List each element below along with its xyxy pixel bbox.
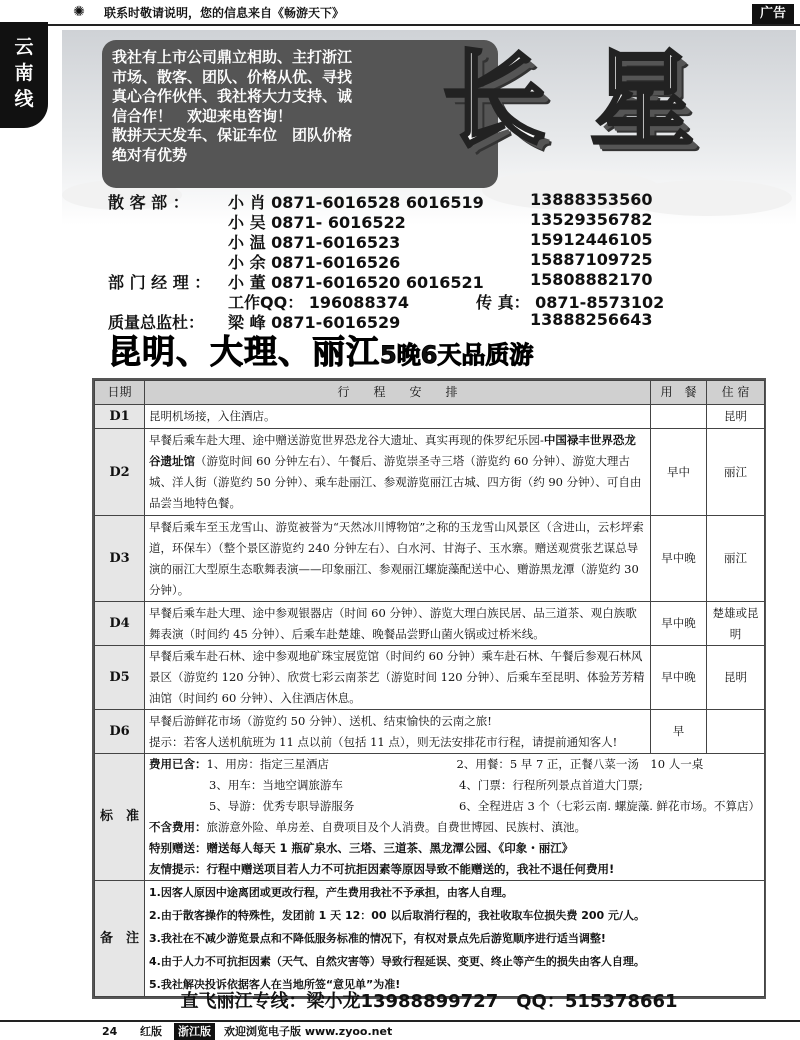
- hotel-cell: 昆明: [707, 646, 765, 710]
- contact-xiao-xiao: 小 肖 0871-6016528 6016519: [228, 193, 484, 212]
- remark-item: 2.由于散客操作的特殊性，发团前 1 天 12：00 以后取消行程的，我社收取车位损失费 200 元/人。: [149, 909, 646, 922]
- fax-number: 传 真： 0871-8573102: [476, 293, 665, 312]
- page-bar: [0, 1020, 800, 1040]
- day-cell: D2: [95, 429, 145, 516]
- tour-title: [108, 331, 533, 376]
- fee-item: 6、全程进店 3 个（七彩云南. 螺旋藻. 鲜花市场。不算店）: [458, 799, 761, 813]
- contact-xiao-wu: 小 吴 0871- 6016522: [228, 213, 406, 232]
- schedule-cell: 早餐后乘车赴大理、途中参观银器店（时间 60 分钟）、游览大理白族民居、品三道茶、观白族歌舞表演（时间约 45 分钟）、后乘车赴楚雄、晚餐品尝野山菌火锅或过桥米线。: [145, 602, 651, 646]
- schedule-cell: 早餐后乘车赴石林、途中参观地矿珠宝展览馆（时间约 60 分钟）乘车赴石林、午餐后参观石林风景区（游览约 120 分钟）、欣赏七彩云南茶艺（游览时间 120 分钟）、后乘车至昆明、体验芳芳精油馆（时间约 60 分钟）、入住酒店休息。: [145, 646, 651, 710]
- header-hotel: 住 宿: [707, 381, 765, 405]
- side-tab-char: 云: [14, 36, 34, 58]
- schedule-text: 早餐后游鲜花市场（游览约 50 分钟）、送机、结束愉快的云南之旅!: [149, 713, 492, 728]
- fee-item: 5、导游：优秀专职导游服务: [209, 799, 355, 813]
- table-header-row: [95, 381, 765, 405]
- highlight-text: 中国禄丰世界恐龙谷遗址馆: [149, 433, 636, 468]
- meal-cell: 早中: [651, 429, 707, 516]
- remarks-cell: [145, 881, 765, 997]
- standard-section: [95, 754, 765, 881]
- remark-item: 4.由于人力不可抗拒因素（天气、自然灾害等）导致行程延误、变更、终止等产生的损失由客人自理。: [149, 955, 645, 968]
- brand-logo: 长 星: [442, 39, 699, 161]
- side-tab-char: 南: [14, 62, 34, 84]
- header-date: 日期: [95, 381, 145, 405]
- tip-label: 友情提示：: [149, 862, 207, 876]
- promo-line: 散拼天天发车、保证车位 团队价格: [112, 126, 353, 144]
- schedule-cell: [145, 429, 651, 516]
- ad-tag: 广告: [752, 4, 794, 24]
- mobile-xiao-yu: 15887109725: [530, 250, 653, 269]
- mobile-xiao-wu: 13529356782: [530, 210, 653, 229]
- hotel-cell: 丽江: [707, 429, 765, 516]
- remarks-label: 备 注: [95, 881, 145, 997]
- gift-text: 赠送每人每天 1 瓶矿泉水、三塔、三道茶、黑龙潭公园、《印象・丽江》: [206, 841, 574, 855]
- promo-box: [102, 40, 498, 188]
- schedule-text: （游览时间 60 分钟左右）、午餐后、游览崇圣寺三塔（游览约 60 分钟）、游览大理古城、洋人街（游览约 50 分钟）、乘车赴丽江、参观游览丽江古城、四方街（约 90 分钟）、可自由品尝当地特色餐。: [149, 454, 642, 510]
- tour-title-sub: 5晚6天品质游: [380, 341, 534, 369]
- schedule-text: 早餐后乘车赴大理、途中赠送游览世界恐龙谷大遗址、真实再现的侏罗纪乐园-: [149, 433, 544, 447]
- agency-header: [62, 30, 796, 330]
- contact-liang-feng: 梁 峰 0871-6016529: [228, 313, 401, 332]
- contact-xiao-dong: 小 董 0871-6016520 6016521: [228, 273, 484, 292]
- table-row: [95, 646, 765, 710]
- meal-cell: [651, 405, 707, 429]
- promo-line: 绝对有优势: [112, 145, 188, 164]
- meal-cell: 早: [651, 710, 707, 754]
- source-note: 联系时敬请说明，您的信息来自《畅游天下》: [104, 6, 345, 20]
- table-row: [95, 516, 765, 602]
- promo-line: 真心合作伙伴、我社将大力支持、诚: [112, 87, 353, 105]
- mobile-xiao-dong: 15808882170: [530, 270, 653, 289]
- schedule-cell: 昆明机场接，入住酒店。: [145, 405, 651, 429]
- tour-title-main: 昆明、大理、丽江: [108, 332, 380, 371]
- day-cell: D3: [95, 516, 145, 602]
- quality-label: 质量总监杜：: [108, 313, 205, 332]
- day-cell: D6: [95, 710, 145, 754]
- schedule-cell: [145, 710, 651, 754]
- promo-line: 信合作！ 欢迎来电咨询！: [112, 106, 293, 125]
- table-row: [95, 405, 765, 429]
- hotel-cell: 丽江: [707, 516, 765, 602]
- hotel-cell: [707, 710, 765, 754]
- table-row: [95, 429, 765, 516]
- day-cell: D1: [95, 405, 145, 429]
- remark-item: 3.我社在不减少游览景点和不降低服务标准的情况下，有权对景点先后游览顺序进行适当调整!: [149, 932, 606, 945]
- hotel-cell: 昆明: [707, 405, 765, 429]
- day-cell: D4: [95, 602, 145, 646]
- table-row: [95, 602, 765, 646]
- meal-cell: 早中晚: [651, 516, 707, 602]
- edition-label: 红版: [140, 1025, 162, 1038]
- table-row: [95, 710, 765, 754]
- tip-text: 行程中赠送项目若人力不可抗拒因素等原因导致不能赠送的，我社不退任何费用!: [206, 862, 615, 876]
- top-bar: [0, 0, 800, 26]
- meal-cell: 早中晚: [651, 602, 707, 646]
- excluded-label: 不含费用：: [149, 820, 207, 834]
- mobile-xiao-wen: 15912446105: [530, 230, 653, 249]
- standard-cell: [145, 754, 765, 881]
- header-schedule: 行 程 安 排: [145, 381, 651, 405]
- schedule-cell: 早餐后乘车至玉龙雪山、游览被誉为“天然冰川博物馆”之称的玉龙雪山风景区（含进山，云杉坪索道，环保车）（整个景区游览约 240 分钟左右）、白水河、甘海子、玉水寨。赠送观赏张艺谋总导演的丽江大型原生态歌舞表演——印象丽江、参观丽江螺旋藻配送中心、赠游黑龙潭（游览约 30 分钟）。: [145, 516, 651, 602]
- meal-cell: 早中晚: [651, 646, 707, 710]
- mobile-xiao-xiao: 13888353560: [530, 190, 653, 209]
- remark-item: 1.因客人原因中途离团或更改行程，产生费用我社不予承担，由客人自理。: [149, 886, 513, 899]
- remark-item: 5.我社解决投诉依据客人在当地所签“意见单”为准!: [149, 978, 401, 991]
- fee-item: 1、用房：指定三星酒店: [206, 757, 329, 771]
- day-cell: D5: [95, 646, 145, 710]
- schedule-tip: 提示：若客人送机航班为 11 点以前（包括 11 点），则无法安排花市行程，请提前通知客人!: [149, 734, 618, 749]
- website-link[interactable]: 欢迎浏览电子版 www.zyoo.net: [224, 1025, 393, 1038]
- fee-included-label: 费用已含：: [149, 757, 207, 771]
- dept-label: 散 客 部 ：: [108, 193, 189, 212]
- contact-xiao-yu: 小 余 0871-6016526: [228, 253, 401, 272]
- side-tab-char: 线: [14, 88, 34, 110]
- gift-label: 特别赠送：: [149, 841, 207, 855]
- mobile-liang-feng: 13888256643: [530, 310, 653, 329]
- contact-xiao-wen: 小 温 0871-6016523: [228, 233, 401, 252]
- fee-item: 2、用餐：5 早 7 正，正餐八菜一汤 10 人一桌: [456, 757, 704, 771]
- sun-icon: ✺: [73, 4, 85, 20]
- remarks-section: [95, 881, 765, 997]
- standard-label: 标 准: [95, 754, 145, 881]
- route-side-tab: [0, 22, 48, 128]
- hotel-cell: 楚雄或昆明: [707, 602, 765, 646]
- itinerary-table: [92, 378, 766, 999]
- work-qq: 工作QQ： 196088374: [228, 293, 409, 312]
- promo-line: 我社有上市公司鼎立相助、主打浙江: [112, 48, 353, 66]
- fee-item: 4、门票：行程所列景点首道大门票;: [459, 778, 643, 792]
- direct-flight-contact: 直飞丽江专线：梁小龙13988899727 QQ：515378661: [180, 991, 678, 1012]
- fee-item: 3、用车：当地空调旅游车: [209, 778, 343, 792]
- header-meal: 用 餐: [651, 381, 707, 405]
- manager-label: 部 门 经 理 ：: [108, 273, 211, 292]
- region-label: 浙江版: [174, 1023, 215, 1040]
- page-number: 24: [102, 1025, 118, 1038]
- excluded-text: 旅游意外险、单房差、自费项目及个人消费。自费世博园、民族村、滇池。: [206, 820, 586, 834]
- promo-line: 市场、散客、团队、价格从优、寻找: [112, 67, 353, 86]
